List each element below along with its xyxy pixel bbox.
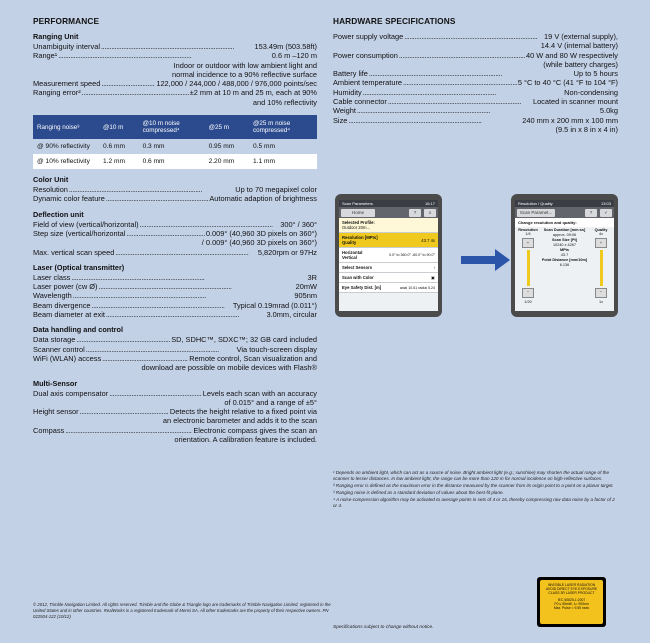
spec-label: Dynamic color feature <box>33 194 105 204</box>
spec-label: Power supply voltage <box>333 32 404 41</box>
arrow-right-icon <box>461 248 511 272</box>
table-row <box>33 139 317 154</box>
dual-axis-cont: of 0.015° and a range of ±5° <box>224 397 317 407</box>
spec-label: Ambient temperature <box>333 78 403 88</box>
label-line: AVOID DIRECT EYE EXPOSURE <box>545 587 598 592</box>
spec-value: 300° / 360° <box>280 219 317 229</box>
spec-value: Located in scanner mount <box>532 97 618 107</box>
spec-label: Max. vertical scan speed <box>33 247 115 257</box>
spec-row-power-supply <box>333 32 618 41</box>
table-cell: 1.1 mm <box>249 154 317 169</box>
spec-value: Remote control, Scan visualization and <box>189 353 317 363</box>
spec-row-humidity <box>333 88 618 97</box>
laser-heading: Laser (Optical transmitter) <box>33 262 125 272</box>
home-button[interactable]: Home <box>341 209 375 217</box>
slider-track[interactable] <box>600 250 603 286</box>
spec-value: ±2 mm at 10 m and 25 m, each at 90% <box>189 88 317 98</box>
table-cell: 0.6 mm <box>139 154 205 169</box>
copyright-text: © 2012, Trimble Navigation Limited. All rights reserved. Trimble and the Globe & Triangle logo are trademarks of Trimble Navigation Limited, registered in the United States and in other countries. RealWorks is a registered trademark of Mensi SA. All other trademarks are the property of their respective owners. PN 022504-122 (10/12) <box>33 602 331 619</box>
spec-value: Detects the height relative to a fixed point via <box>169 407 317 417</box>
height-sensor-cont: an electronic barometer and adds it to the scan <box>162 416 317 426</box>
spec-row-dual-axis <box>33 389 317 398</box>
laser-label-inner <box>540 580 603 624</box>
spec-value: 40 W and 80 W respectively <box>525 50 618 60</box>
label-line: Max. Pulse = 9.55 nsec <box>553 606 590 611</box>
slider-track[interactable] <box>527 250 530 286</box>
range-note-1: Indoor or outdoor with low ambient light and <box>173 60 317 70</box>
table-header-row <box>33 115 317 139</box>
toolbar <box>515 207 614 218</box>
plus-icon[interactable]: + <box>522 238 534 248</box>
step-size-cont: / 0.009° (40,960 3D pixels on 360°) <box>201 238 317 248</box>
resolution-panel <box>515 227 614 309</box>
spec-value: 5 °C to 40 °C (41 °F to 104 °F) <box>517 78 618 88</box>
spec-label: Laser class <box>33 272 71 282</box>
parameter-list <box>339 218 438 293</box>
spec-value: Levels each scan with an accuracy <box>202 388 317 398</box>
spec-label: Weight <box>333 106 356 116</box>
spec-value: Typical 0.19mrad (0.011°) <box>232 300 317 310</box>
table-cell: 0.6 mm <box>99 139 139 154</box>
spec-row-step-size <box>33 229 317 238</box>
spec-row-compass <box>33 426 317 435</box>
spec-row-power-consumption <box>333 51 618 60</box>
spec-label: Ranging error² <box>33 88 81 98</box>
table-row <box>33 154 317 169</box>
status-bar <box>515 200 614 207</box>
spec-label: Measurement speed <box>33 79 101 89</box>
spec-label: WiFi (WLAN) access <box>33 353 102 363</box>
help-button[interactable]: ? <box>585 209 597 217</box>
spec-row-height-sensor <box>33 407 317 416</box>
performance-column <box>33 16 317 444</box>
table-header: @10 m noise compressed⁴ <box>139 115 205 139</box>
spec-value: 240 mm x 200 mm x 100 mm <box>522 115 618 125</box>
status-title: Resolution / Quality <box>518 201 553 206</box>
label-line: P0 ≤ 55mW, λ= 905nm <box>554 601 589 606</box>
spec-row-resolution <box>33 185 317 194</box>
spec-label: Field of view (vertical/horizontal) <box>33 219 139 229</box>
spec-value: Automatic adaption of brightness <box>209 194 317 204</box>
list-item[interactable]: Selected Profile: Outdoor 20m... <box>339 218 438 233</box>
range-note-2: normal incidence to a 90% reflective surface <box>171 69 317 79</box>
spec-row-wifi <box>33 354 317 363</box>
table-cell: 1.2 mm <box>99 154 139 169</box>
spec-label: Compass <box>33 425 65 435</box>
spec-label: Wavelength <box>33 291 72 301</box>
spec-label: Height sensor <box>33 407 79 417</box>
minus-icon[interactable]: − <box>522 288 534 298</box>
spec-change-note: Specifications subject to change without notice. <box>333 625 434 630</box>
scanner-screen-scan-parameters <box>335 194 442 317</box>
list-item[interactable]: Horizontal Vertical 0.0° to 360.0° -60.0° to 90.0° <box>339 248 438 263</box>
list-item[interactable]: Select Sensors › <box>339 263 438 273</box>
spec-value: Non-condensing <box>564 87 618 97</box>
help-button[interactable]: ? <box>409 209 421 217</box>
spec-row-max-scan-speed <box>33 248 317 257</box>
spec-row-battery <box>333 69 618 78</box>
table-cell: 0.3 mm <box>139 139 205 154</box>
spec-value: Up to 5 hours <box>573 69 618 79</box>
status-bar <box>339 200 438 207</box>
spec-label: Size <box>333 115 348 125</box>
spec-value: 153.49m (503.58ft) <box>254 42 317 51</box>
spec-value: SD, SDHC™, SDXC™; 32 GB card included <box>171 335 317 345</box>
ranging-unit-heading: Ranging Unit <box>33 32 79 41</box>
spec-row-weight <box>333 106 618 115</box>
toolbar <box>339 207 438 218</box>
spec-label: Beam diameter at exit <box>33 310 105 320</box>
spec-label: Humidity <box>333 87 362 97</box>
spec-value: Up to 70 megapixel color <box>235 185 317 195</box>
status-time: 13:03 <box>600 201 611 206</box>
screen-display <box>339 200 438 311</box>
size-cont: (9.5 in x 8 in x 4 in) <box>555 124 618 134</box>
spec-value: 0.009° (40,960 3D pixels on 360°) <box>205 228 317 238</box>
spec-value: 905nm <box>294 291 317 301</box>
spec-row-field-of-view <box>33 220 317 229</box>
color-unit-heading: Color Unit <box>33 175 69 185</box>
deflection-unit-heading: Deflection unit <box>33 209 84 219</box>
performance-heading: PERFORMANCE <box>33 16 100 26</box>
quality-slider[interactable]: Quality 4x + − 1x <box>594 228 608 304</box>
spec-row-laser-power <box>33 282 317 291</box>
spec-label: Battery life <box>333 69 368 79</box>
list-item[interactable]: Resolution [MPts] Quality 43.7 4x <box>339 233 438 248</box>
spec-value: 20mW <box>295 282 317 292</box>
toggle-icon[interactable]: ▣ <box>431 275 435 280</box>
spec-row-dynamic-color <box>33 194 317 203</box>
footnote: ² Ranging error is defined as the maximum error in the distance measured by the scanner from its origin point to a point on a planar target. <box>333 483 614 489</box>
table-cell: 0.95 mm <box>205 139 249 154</box>
table-cell: @ 90% reflectivity <box>33 139 99 154</box>
spec-row-size <box>333 116 618 125</box>
spec-label: Resolution <box>33 185 68 195</box>
spec-row-beam-divergence <box>33 301 317 310</box>
spec-label: Power consumption <box>333 50 398 60</box>
spec-row-temperature <box>333 78 618 87</box>
table-cell: @ 10% reflectivity <box>33 154 99 169</box>
spec-row-unambiguity <box>33 42 317 51</box>
spec-value: 19 V (external supply), <box>544 32 618 41</box>
status-title: Scan Parameters <box>342 201 373 206</box>
wifi-cont: download are possible on mobile devices with Flash® <box>141 363 317 373</box>
footnote: ¹ Depends on ambient light, which can act as a source of noise. Bright ambient light (e.g.; sunshine) may shorten the actual range of the scanner to lesser distances. In low ambient light, the range can be more than 120 m for normal incidence on high-reflective surfaces. <box>333 470 610 482</box>
spec-label: Laser power (cw Ø) <box>33 282 98 292</box>
spec-row-ranging-error <box>33 88 317 97</box>
compass-cont: orientation. A calibration feature is included. <box>174 435 317 445</box>
spec-row-beam-diameter <box>33 310 317 319</box>
spec-label: Scanner control <box>33 344 85 354</box>
minus-icon[interactable]: − <box>595 288 607 298</box>
spec-label: Beam divergence <box>33 300 91 310</box>
label-line: INVISIBLE LASER RADIATION <box>547 583 596 587</box>
spec-value: Via touch-screen display <box>236 344 317 354</box>
hardware-heading: HARDWARE SPECIFICATIONS <box>333 16 456 26</box>
table-header: Ranging noise³ <box>33 115 99 139</box>
spec-value: Electronic compass gives the scan an <box>193 425 317 435</box>
spec-row-laser-class <box>33 273 317 282</box>
hardware-column <box>333 16 618 134</box>
spec-value: 3.0mm, circular <box>266 310 317 320</box>
spec-label: Cable connector <box>333 97 387 107</box>
multi-sensor-heading: Multi-Sensor <box>33 378 78 388</box>
table-header: @10 m <box>99 115 139 139</box>
spec-row-cable <box>333 97 618 106</box>
menu-icon[interactable]: ≡ <box>424 209 436 217</box>
spec-row-wavelength <box>33 291 317 300</box>
table-cell: 0.5 mm <box>249 139 317 154</box>
label-line: IEC 60825-1:2007 <box>557 597 586 602</box>
spec-value: 122,000 / 244,000 / 488,000 / 976,000 points/sec <box>156 79 317 89</box>
power-consumption-cont: (while battery charges) <box>543 59 618 69</box>
spec-row-data-storage <box>33 335 317 344</box>
spec-label: Data storage <box>33 335 76 345</box>
label-line: CLASS 3R LASER PRODUCT <box>548 591 595 596</box>
plus-icon[interactable]: + <box>595 238 607 248</box>
spec-label: Range¹ <box>33 51 58 61</box>
status-time: 16:17 <box>424 201 435 206</box>
spec-row-scanner-control <box>33 345 317 354</box>
ranging-error-cont: and 10% reflectivity <box>252 97 317 107</box>
spec-label: Dual axis compensator <box>33 388 109 398</box>
spec-label: Step size (vertical/horizontal <box>33 228 126 238</box>
spec-label: Unambiguity interval <box>33 42 100 51</box>
footnote: ⁴ A noise-compression algorithm may be activated to average points in sets of 4 or 16, thereby compressing raw data noise by a factor of 2 or 4. <box>333 497 615 509</box>
table-header: @25 m <box>205 115 249 139</box>
ranging-noise-table <box>33 115 317 169</box>
spec-value: 5,820rpm or 97Hz <box>257 247 317 257</box>
confirm-icon[interactable]: ✓ <box>600 209 612 217</box>
data-handling-heading: Data handling and control <box>33 325 123 335</box>
spec-row-range <box>33 51 317 60</box>
laser-warning-label <box>537 577 606 627</box>
screen-heading: Change resolution and quality: <box>515 218 614 227</box>
scanner-screen-resolution-quality <box>511 194 618 317</box>
chevron-right-icon: › <box>433 265 435 270</box>
spec-value: 3R <box>307 272 317 282</box>
resolution-slider[interactable]: Resolution 1/4 + − 1/20 <box>518 228 538 304</box>
scan-info: Scan Duration [mm:ss] approx. 09:06 Scan Size [Pt] 10240 x 4267 MPts 43.7 Point Distance [mm/10m] 6.136 <box>541 228 588 267</box>
list-item[interactable]: Scan with Color ▣ <box>339 273 438 283</box>
power-supply-cont: 14.4 V (internal battery) <box>540 41 618 51</box>
table-cell: 2.20 mm <box>205 154 249 169</box>
spec-value: 5.0kg <box>599 106 618 116</box>
spec-value: 0.6 m –120 m <box>271 51 317 61</box>
footnote: ³ Ranging noise is defined as a standard deviation of values about the best-fit plane. <box>333 490 504 496</box>
table-header: @25 m noise compressed⁴ <box>249 115 317 139</box>
footnotes <box>333 470 618 511</box>
screen-display <box>515 200 614 311</box>
back-button[interactable]: Scan Paramet... <box>517 209 555 217</box>
spec-row-measurement-speed <box>33 79 317 88</box>
list-item: Eye Safety Dist. [m] axial 10.61 radial 5.24 <box>339 283 438 293</box>
